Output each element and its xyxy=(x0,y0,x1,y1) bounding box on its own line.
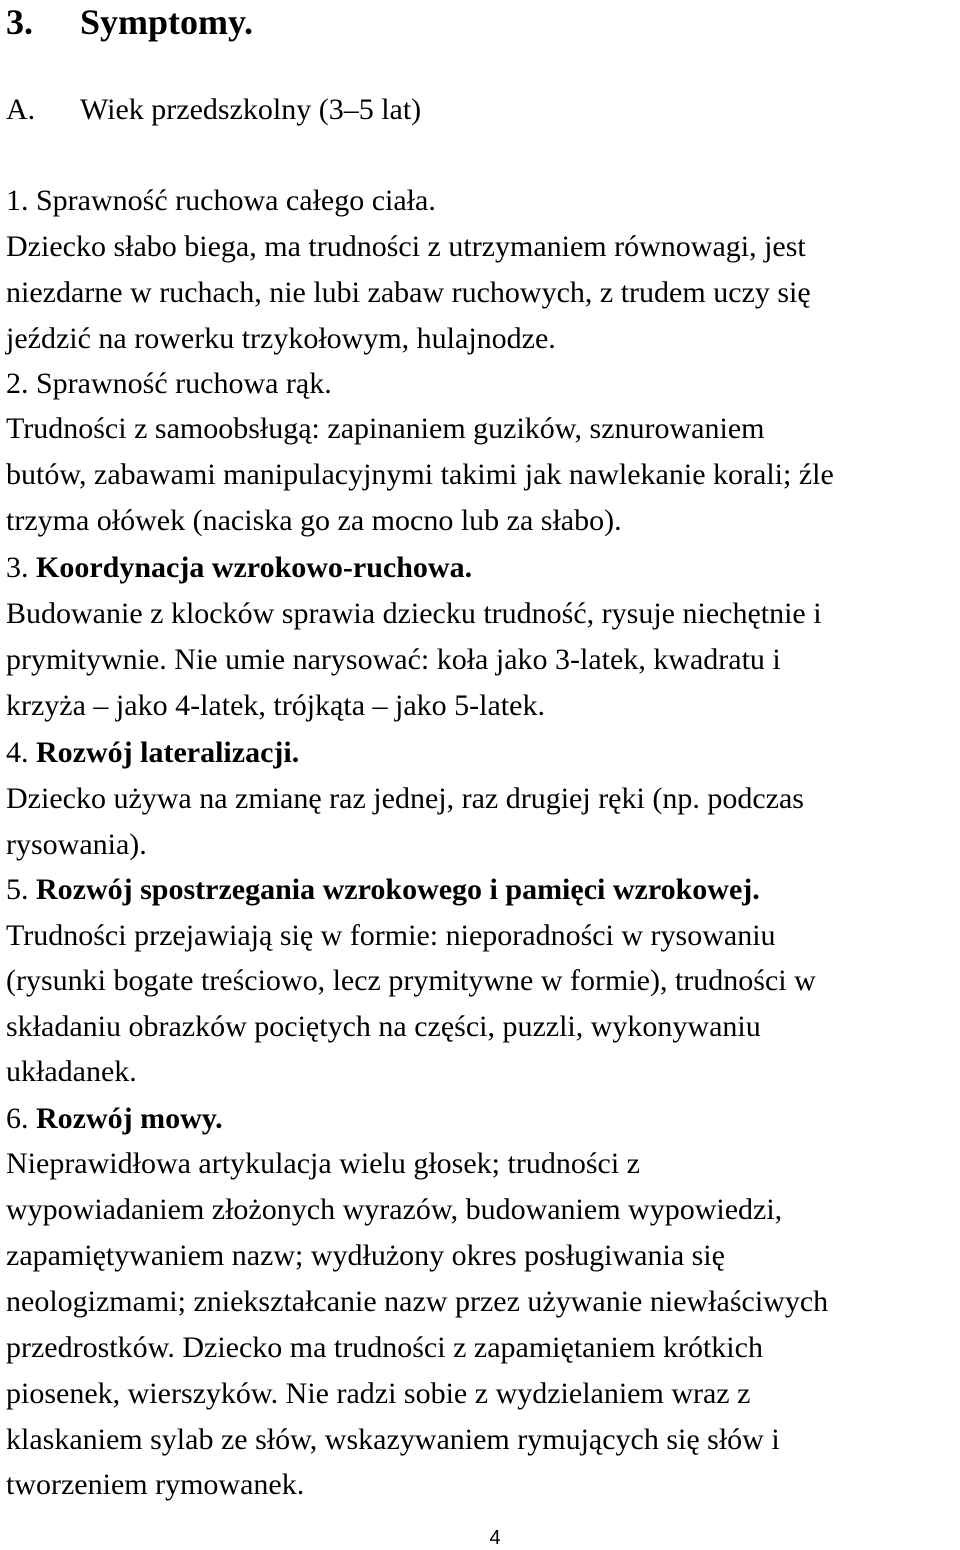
item-4-line-2: rysowania). xyxy=(6,828,147,861)
item-6-line-4: neologizmami; zniekształcanie nazw przez używanie niewłaściwych xyxy=(6,1285,829,1318)
section-heading xyxy=(6,92,421,128)
item-5-line-2: (rysunki bogate treściowo, lecz prymitywne w formie), trudności w xyxy=(6,964,816,997)
item-1-heading: 1. Sprawność ruchowa całego ciała. xyxy=(6,184,436,217)
item-5-line-4: układanek. xyxy=(6,1055,137,1088)
item-4-title: Rozwój lateralizacji. xyxy=(36,736,300,769)
item-6-heading xyxy=(6,1101,223,1137)
item-1-line-2: niezdarne w ruchach, nie lubi zabaw ruchowych, z trudem uczy się xyxy=(6,276,811,309)
section-title: Wiek przedszkolny (3–5 lat) xyxy=(80,93,422,126)
item-3-title: Koordynacja wzrokowo-ruchowa. xyxy=(36,551,473,584)
item-2-line-3: trzyma ołówek (naciska go za mocno lub za słabo). xyxy=(6,504,622,537)
item-3-line-2: prymitywnie. Nie umie narysować: koła jako 3-latek, kwadratu i xyxy=(6,643,781,676)
section-letter: A. xyxy=(6,93,36,126)
page-number: 4 xyxy=(489,1527,501,1549)
item-6-line-8: tworzeniem rymowanek. xyxy=(6,1468,305,1501)
chapter-number: 3. xyxy=(6,2,33,42)
item-6-number: 6. xyxy=(6,1102,29,1135)
item-6-line-3: zapamiętywaniem nazw; wydłużony okres posługiwania się xyxy=(6,1239,725,1272)
item-3-line-1: Budowanie z klocków sprawia dziecku trudność, rysuje niechętnie i xyxy=(6,597,822,630)
item-3-heading xyxy=(6,550,472,586)
item-3-line-3: krzyża – jako 4-latek, trójkąta – jako 5-latek. xyxy=(6,689,545,722)
item-6-line-5: przedrostków. Dziecko ma trudności z zapamiętaniem krótkich xyxy=(6,1331,763,1364)
item-6-line-1: Nieprawidłowa artykulacja wielu głosek; trudności z xyxy=(6,1147,640,1180)
item-4-line-1: Dziecko używa na zmianę raz jednej, raz drugiej ręki (np. podczas xyxy=(6,782,804,815)
item-6-line-7: klaskaniem sylab ze słów, wskazywaniem rymujących się słów i xyxy=(6,1423,780,1456)
chapter-heading xyxy=(6,2,253,42)
item-4-heading xyxy=(6,735,299,771)
item-1-line-3: jeździć na rowerku trzykołowym, hulajnodze. xyxy=(6,322,556,355)
item-3-number: 3. xyxy=(6,551,29,584)
item-5-title: Rozwój spostrzegania wzrokowego i pamięci wzrokowej. xyxy=(36,873,760,906)
item-6-title: Rozwój mowy. xyxy=(36,1102,223,1135)
item-4-number: 4. xyxy=(6,736,29,769)
item-5-line-3: składaniu obrazków pociętych na części, puzzli, wykonywaniu xyxy=(6,1010,761,1043)
item-5-line-1: Trudności przejawiają się w formie: nieporadności w rysowaniu xyxy=(6,919,776,952)
chapter-title: Symptomy. xyxy=(80,2,254,42)
item-1-line-1: Dziecko słabo biega, ma trudności z utrzymaniem równowagi, jest xyxy=(6,230,806,263)
item-6-line-2: wypowiadaniem złożonych wyrazów, budowaniem wypowiedzi, xyxy=(6,1193,783,1226)
item-6-line-6: piosenek, wierszyków. Nie radzi sobie z wydzielaniem wraz z xyxy=(6,1377,751,1410)
item-2-line-1: Trudności z samoobsługą: zapinaniem guzików, sznurowaniem xyxy=(6,412,765,445)
item-2-heading: 2. Sprawność ruchowa rąk. xyxy=(6,367,332,400)
item-5-heading xyxy=(6,872,760,908)
item-5-number: 5. xyxy=(6,873,29,906)
item-2-line-2: butów, zabawami manipulacyjnymi takimi jak nawlekanie korali; źle xyxy=(6,458,834,491)
